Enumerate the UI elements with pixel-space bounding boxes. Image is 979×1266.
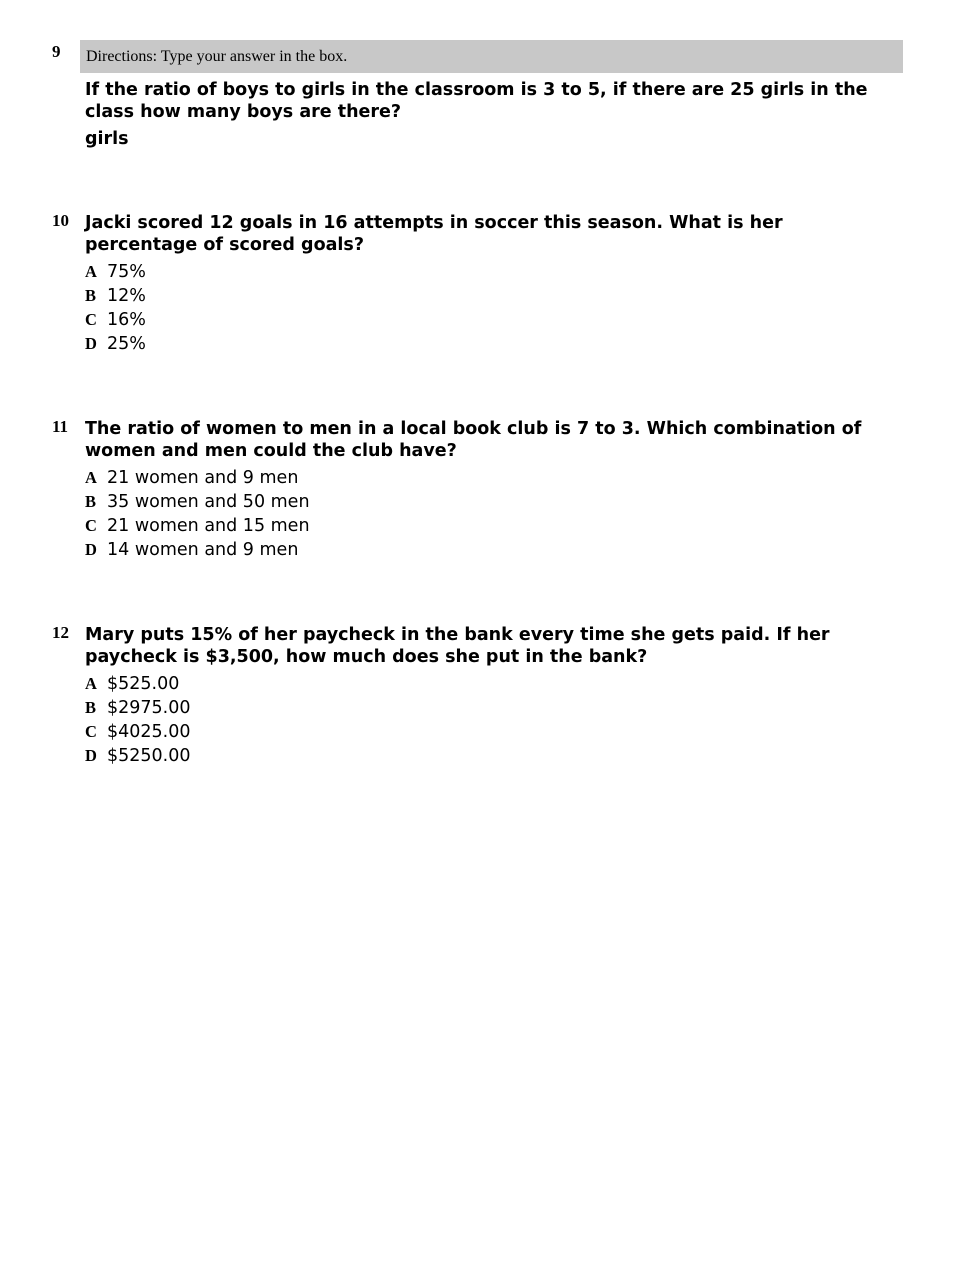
choice-text: $5250.00 bbox=[107, 746, 191, 766]
choice-text: 35 women and 50 men bbox=[107, 492, 310, 512]
choice-text: $4025.00 bbox=[107, 722, 191, 742]
choice-c[interactable] bbox=[85, 720, 191, 744]
question-prompt: Jacki scored 12 goals in 16 attempts in soccer this season. What is her percentage of scored goals? bbox=[85, 213, 783, 255]
choice-text: 16% bbox=[107, 310, 146, 330]
choice-d[interactable] bbox=[85, 744, 191, 768]
question-number: 9 bbox=[52, 42, 61, 61]
choice-letter: A bbox=[85, 674, 97, 693]
choice-text: 25% bbox=[107, 334, 146, 354]
question-prompt: Mary puts 15% of her paycheck in the bank every time she gets paid. If her paycheck is $3,500, how much does she put in the bank? bbox=[85, 625, 830, 667]
choice-b[interactable] bbox=[85, 284, 146, 308]
choice-letter: C bbox=[85, 722, 97, 741]
choice-a[interactable] bbox=[85, 466, 310, 490]
choice-d[interactable] bbox=[85, 538, 310, 562]
question-number: 12 bbox=[52, 623, 69, 642]
choice-letter: D bbox=[85, 540, 97, 559]
choice-text: $2975.00 bbox=[107, 698, 191, 718]
choice-text: 14 women and 9 men bbox=[107, 540, 299, 560]
answer-choices bbox=[85, 260, 146, 356]
choice-letter: C bbox=[85, 310, 97, 329]
question-prompt: If the ratio of boys to girls in the classroom is 3 to 5, if there are 25 girls in the class how many boys are there? bbox=[85, 80, 868, 122]
choice-letter: B bbox=[85, 698, 97, 717]
directions-bar: Directions: Type your answer in the box. bbox=[80, 40, 903, 73]
choice-letter: D bbox=[85, 334, 97, 353]
choice-b[interactable] bbox=[85, 696, 191, 720]
choice-a[interactable] bbox=[85, 260, 146, 284]
choice-letter: A bbox=[85, 468, 97, 487]
choice-letter: D bbox=[85, 746, 97, 765]
choice-text: 21 women and 9 men bbox=[107, 468, 299, 488]
question-number: 11 bbox=[52, 417, 69, 436]
choice-b[interactable] bbox=[85, 490, 310, 514]
question-prompt: The ratio of women to men in a local book club is 7 to 3. Which combination of women and men could the club have? bbox=[85, 419, 862, 461]
choice-text: $525.00 bbox=[107, 674, 180, 694]
choice-text: 12% bbox=[107, 286, 146, 306]
answer-choices bbox=[85, 466, 310, 562]
choice-letter: B bbox=[85, 492, 97, 511]
choice-letter: B bbox=[85, 286, 97, 305]
choice-letter: C bbox=[85, 516, 97, 535]
answer-choices bbox=[85, 672, 191, 768]
choice-text: 21 women and 15 men bbox=[107, 516, 310, 536]
choice-d[interactable] bbox=[85, 332, 146, 356]
choice-c[interactable] bbox=[85, 514, 310, 538]
choice-a[interactable] bbox=[85, 672, 191, 696]
answer-unit-label: girls bbox=[85, 129, 129, 149]
choice-letter: A bbox=[85, 262, 97, 281]
choice-text: 75% bbox=[107, 262, 146, 282]
choice-c[interactable] bbox=[85, 308, 146, 332]
question-number: 10 bbox=[52, 211, 69, 230]
